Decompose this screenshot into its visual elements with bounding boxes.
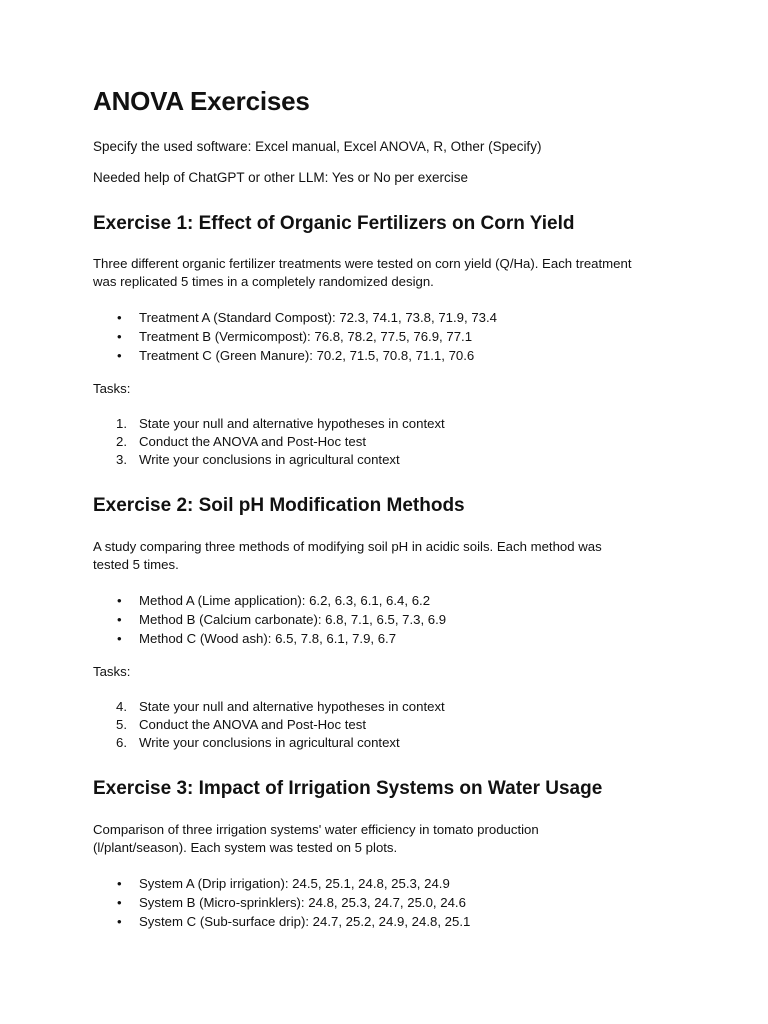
list-item: • Method B (Calcium carbonate): 6.8, 7.1, 6.5, 7.3, 6.9 [117,612,447,628]
list-item: • System B (Micro-sprinklers): 24.8, 25.3, 24.7, 25.0, 24.6 [117,894,466,910]
exercise-2-heading: Exercise 2: Soil pH Modification Methods [93,495,465,517]
task-item: 4. State your null and alternative hypotheses in context [116,699,445,715]
exercise-1 [93,213,683,470]
list-item: • Method A (Lime application): 6.2, 6.3, 6.1, 6.4, 6.2 [117,593,431,609]
exercise-3-data-list [93,874,683,931]
exercise-2-intro [93,538,683,574]
exercise-1-tasks-label: Tasks: [93,381,131,397]
list-item: • Method C (Wood ash): 6.5, 7.8, 6.1, 7.9, 6.7 [117,631,397,647]
bullet-icon: • [117,612,122,628]
exercise-2-task-list [93,698,683,752]
task-item: 5. Conduct the ANOVA and Post-Hoc test [116,717,366,733]
bullet-icon: • [117,631,122,647]
list-item: • System A (Drip irrigation): 24.5, 25.1, 24.8, 25.3, 24.9 [117,875,450,891]
exercise-3-heading: Exercise 3: Impact of Irrigation Systems on Water Usage [93,778,603,800]
exercise-1-heading: Exercise 1: Effect of Organic Fertilizers on Corn Yield [93,212,575,234]
exercise-1-data-list [93,308,683,365]
bullet-icon: • [117,913,122,929]
task-item: 2. Conduct the ANOVA and Post-Hoc test [116,434,366,450]
exercise-1-task-list [93,415,683,469]
task-item: 6. Write your conclusions in agricultural context [116,735,400,751]
exercise-2-tasks-label: Tasks: [93,664,131,680]
software-line: Specify the used software: Excel manual, Excel ANOVA, R, Other (Specify) [93,139,542,155]
list-item: • Treatment C (Green Manure): 70.2, 71.5, 70.8, 71.1, 70.6 [117,348,475,364]
exercise-1-intro [93,255,683,291]
list-item: • System C (Sub-surface drip): 24.7, 25.2, 24.9, 24.8, 25.1 [117,913,471,929]
exercise-3 [93,778,683,931]
task-item: 3. Write your conclusions in agricultural context [116,452,400,468]
page-title: ANOVA Exercises [93,86,310,116]
bullet-icon: • [117,875,122,891]
bullet-icon: • [117,593,122,609]
exercise-2-intro-line-1: A study comparing three methods of modifying soil pH in acidic soils. Each method was [93,539,602,555]
bullet-icon: • [117,310,122,326]
exercise-3-intro [93,821,683,857]
bullet-icon: • [117,329,122,345]
exercise-2-data-list [93,591,683,648]
list-item: • Treatment A (Standard Compost): 72.3, 74.1, 73.8, 71.9, 73.4 [117,310,497,326]
exercise-3-intro-line-1: Comparison of three irrigation systems' water efficiency in tomato production [93,821,539,837]
document-page [93,86,683,946]
exercise-2 [93,495,683,752]
exercise-1-intro-line-2: was replicated 5 times in a completely randomized design. [93,274,434,290]
list-item: • Treatment B (Vermicompost): 76.8, 78.2, 77.5, 76.9, 77.1 [117,329,473,345]
exercise-3-intro-line-2: (l/plant/season). Each system was tested on 5 plots. [93,839,398,855]
exercise-1-intro-line-1: Three different organic fertilizer treatments were tested on corn yield (Q/Ha). Each treatment [93,256,632,272]
bullet-icon: • [117,894,122,910]
exercise-2-intro-line-2: tested 5 times. [93,557,179,573]
task-item: 1. State your null and alternative hypotheses in context [116,416,445,432]
llm-line: Needed help of ChatGPT or other LLM: Yes or No per exercise [93,170,468,186]
bullet-icon: • [117,348,122,364]
